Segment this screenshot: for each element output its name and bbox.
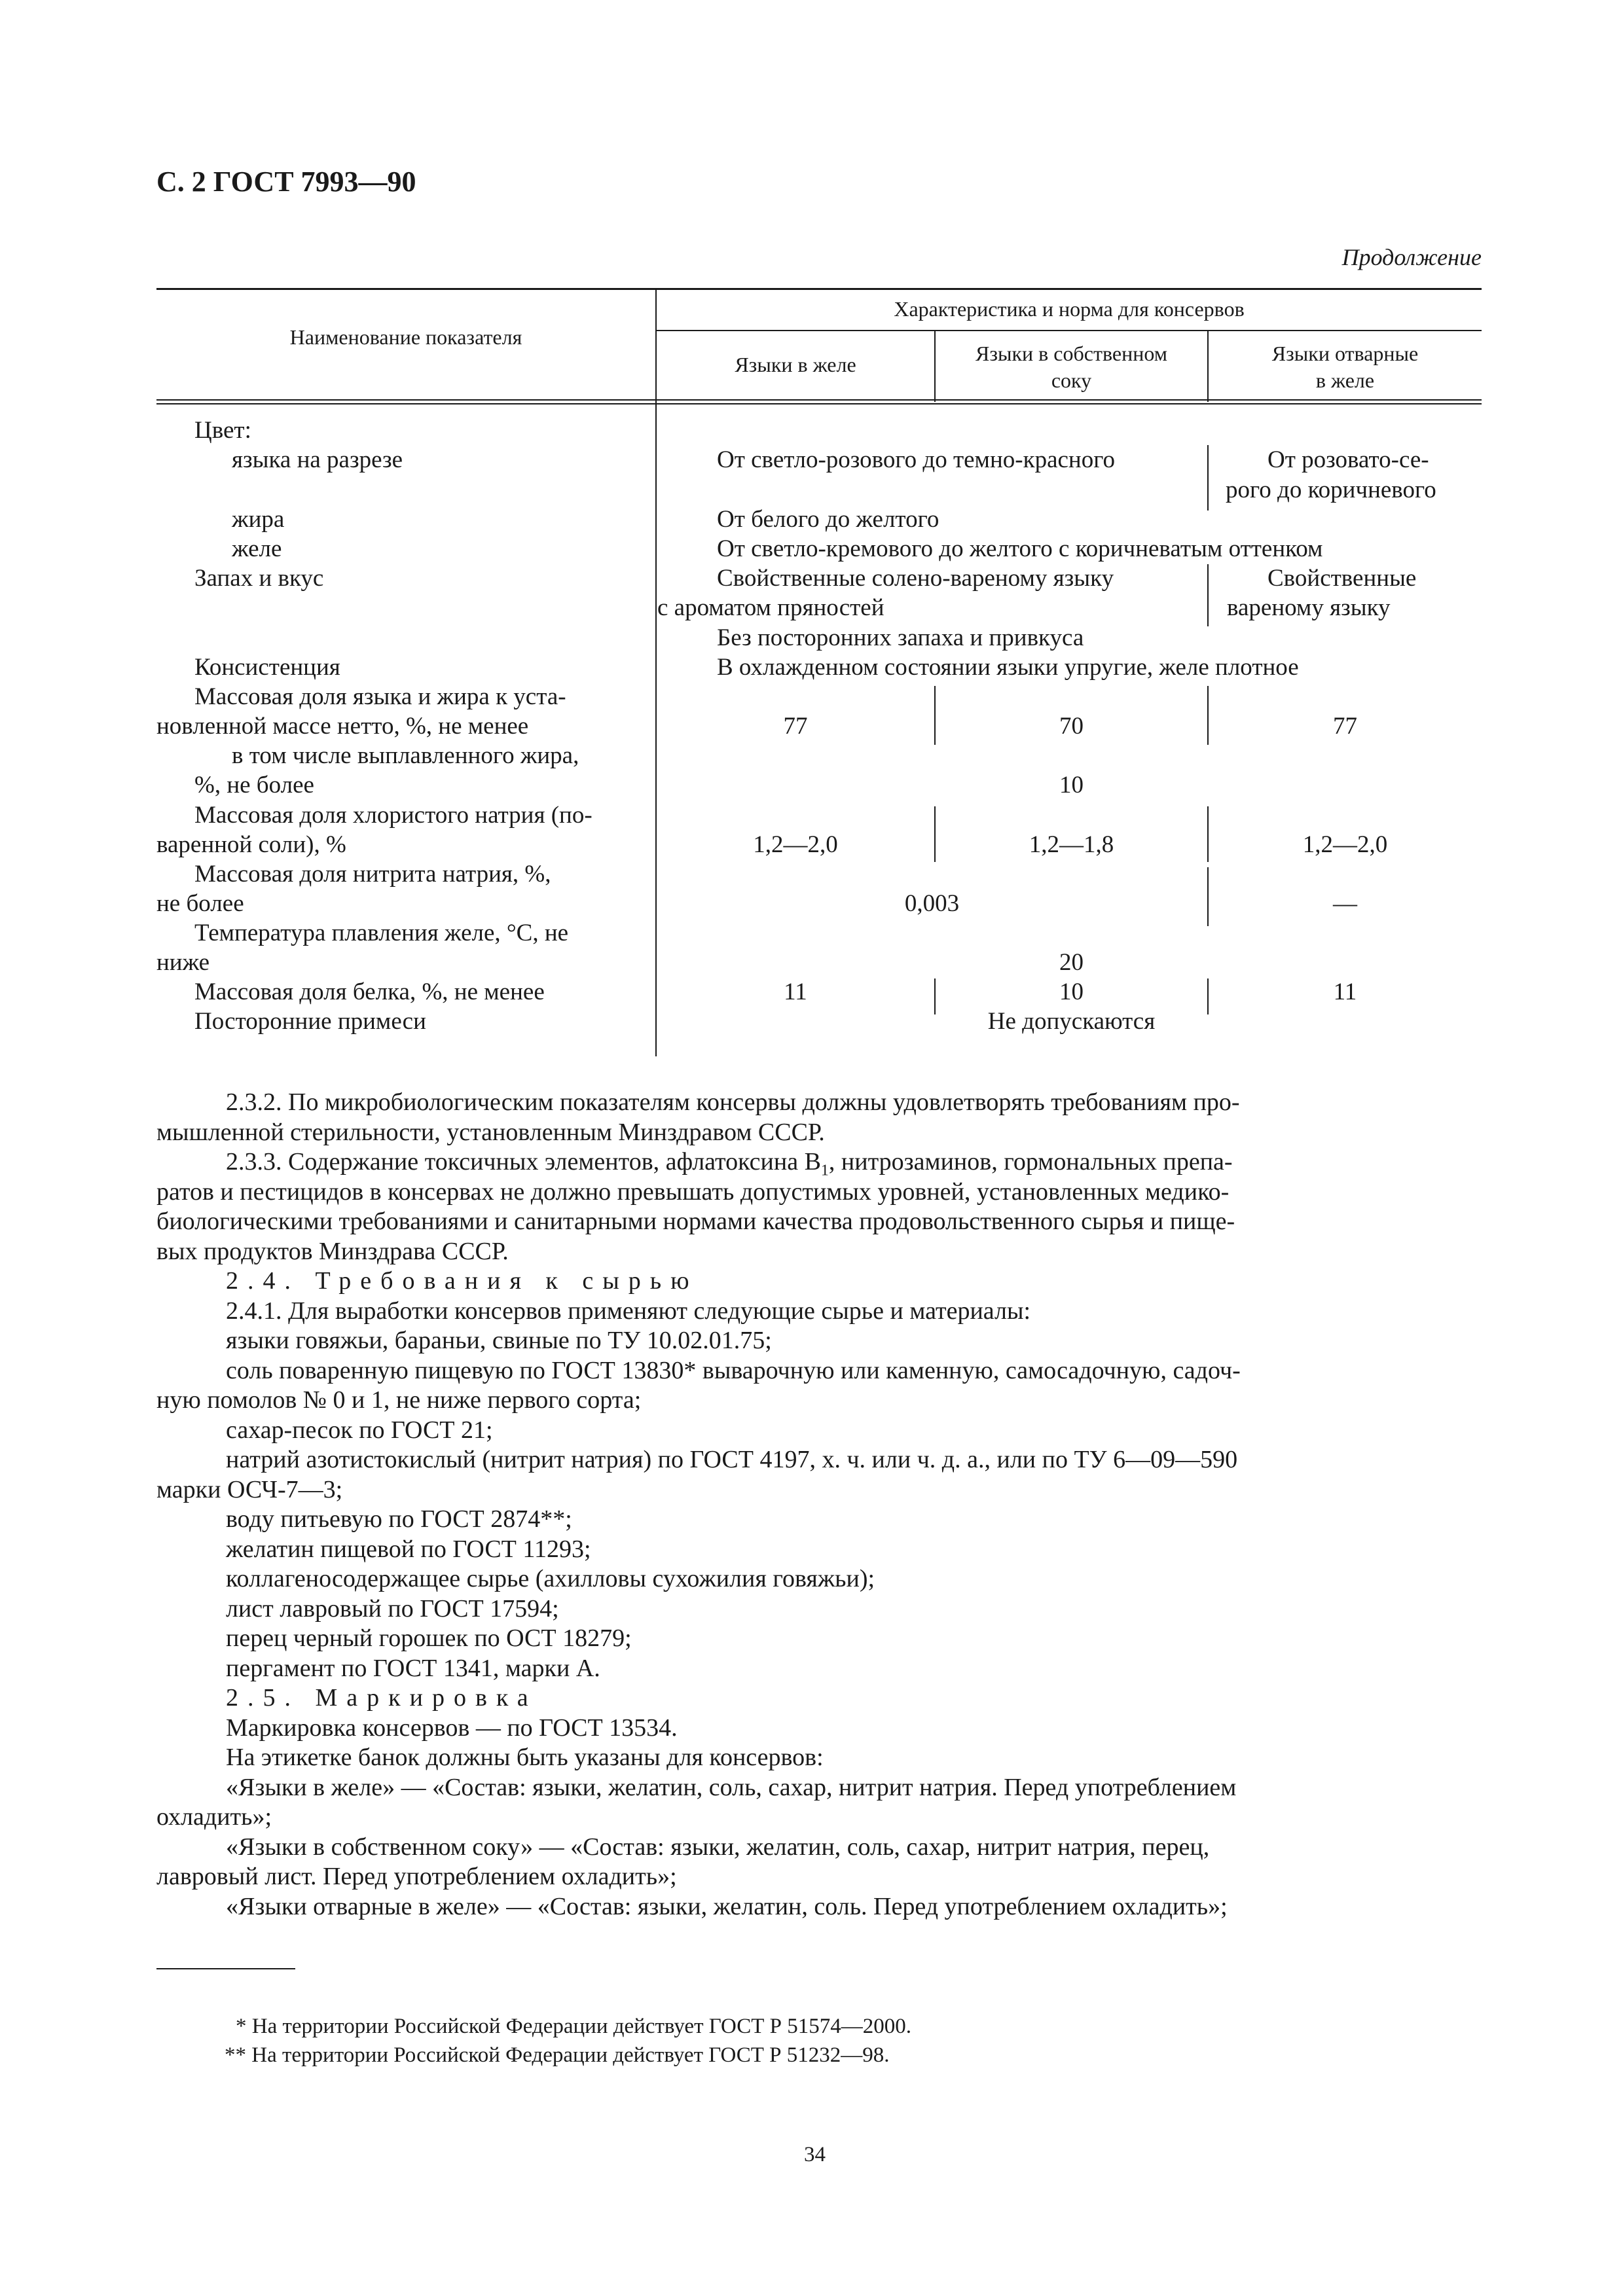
col-header-2-line1: Языки в собственном	[976, 342, 1167, 365]
row-label: языка на разрезе	[232, 446, 403, 473]
paragraph-line: «Языки в желе» — «Состав: языки, желатин, соль, сахар, нитрит натрия. Перед употреблением	[226, 1774, 1237, 1801]
cell-value: От светло-кремового до желтого с коричневатым оттенком	[717, 535, 1323, 562]
paragraph-line: 2.3.2. По микробиологическим показателям консервы должны удовлетворять требованиям про-	[226, 1088, 1240, 1116]
cell-value: 77	[1333, 713, 1357, 740]
paragraph-line: «Языки в собственном соку» — «Состав: языки, желатин, соль, сахар, нитрит натрия, перец,	[226, 1833, 1210, 1861]
cell-value: Без посторонних запаха и привкуса	[717, 624, 1084, 651]
list-item: марки ОСЧ-7—3;	[156, 1476, 343, 1503]
cell-value: Не допускаются	[987, 1008, 1156, 1035]
paragraph-line: охладить»;	[156, 1803, 272, 1831]
cell-value: 10	[1059, 978, 1084, 1005]
row-label: ниже	[156, 949, 210, 976]
cell-value: От светло-розового до темно-красного	[717, 446, 1115, 473]
row-label: Консистенция	[194, 654, 340, 681]
cell-value: 1,2—2,0	[1302, 831, 1388, 858]
row-label: %, не более	[194, 772, 314, 798]
footnote-rule	[156, 1968, 295, 1969]
row-label: желе	[232, 535, 282, 562]
row-label: в том числе выплавленного жира,	[232, 742, 579, 769]
paragraph-line: биологическими требованиями и санитарными нормами качества продовольственного сырья и пище-	[156, 1208, 1235, 1235]
list-item: языки говяжьи, бараньи, свиные по ТУ 10.02.01.75;	[226, 1327, 772, 1354]
paragraph-line: лавровый лист. Перед употреблением охладить»;	[156, 1863, 677, 1890]
section-heading: 2.4. Требования к сырью	[226, 1267, 699, 1295]
cell-value: вареному языку	[1227, 594, 1391, 621]
cell-value: 1,2—2,0	[753, 831, 838, 858]
table-head-rule	[156, 399, 1482, 401]
row-label: Массовая доля белка, %, не менее	[194, 978, 545, 1005]
footnote: * На территории Российской Федерации действует ГОСТ Р 51574—2000.	[236, 2015, 912, 2038]
cell-value: В охлажденном состоянии языки упругие, желе плотное	[717, 654, 1299, 681]
cell-value: Свойственные солено-вареному языку	[717, 565, 1114, 592]
table-top-rule	[156, 288, 1482, 290]
list-item: пергамент по ГОСТ 1341, марки А.	[226, 1655, 600, 1682]
paragraph-line: 2.3.3. Содержание токсичных элементов, афлатоксина $В_1$, нитрозаминов, гормональных препа-	[226, 1148, 1233, 1179]
cell-value: 77	[783, 713, 808, 740]
page-number: 34	[804, 2143, 826, 2166]
col-header-3-line1: Языки отварные	[1271, 342, 1419, 365]
cell-value: 10	[1059, 772, 1084, 798]
paragraph-line: мышленной стерильности, установленным Минздравом СССР.	[156, 1119, 825, 1146]
row-label: Массовая доля хлористого натрия (по-	[194, 802, 593, 829]
table-group-rule	[657, 330, 1482, 331]
col-header-2-line2: соку	[1051, 368, 1092, 392]
cell-value: От белого до желтого	[717, 506, 939, 533]
paragraph-line: «Языки отварные в желе» — «Состав: языки, желатин, соль. Перед употреблением охладить»;	[226, 1893, 1228, 1920]
cell-value: 70	[1059, 713, 1084, 740]
list-item: сахар-песок по ГОСТ 21;	[226, 1416, 493, 1444]
list-item: желатин пищевой по ГОСТ 11293;	[226, 1535, 591, 1563]
list-item: воду питьевую по ГОСТ 2874**;	[226, 1505, 572, 1533]
cell-value: От розовато-се-	[1267, 446, 1429, 473]
paragraph-line: Маркировка консервов — по ГОСТ 13534.	[226, 1714, 678, 1742]
list-item: соль поваренную пищевую по ГОСТ 13830* выварочную или каменную, самосадочную, садоч-	[226, 1357, 1241, 1384]
col-header-group: Характеристика и норма для консервов	[894, 297, 1245, 321]
list-item: ную помолов № 0 и 1, не ниже первого сорта;	[156, 1386, 642, 1414]
cell-value: 11	[784, 978, 807, 1005]
list-item: коллагеносодержащее сырье (ахилловы сухожилия говяжьи);	[226, 1565, 875, 1592]
paragraph-line: На этикетке банок должны быть указаны для консервов:	[226, 1744, 824, 1771]
col-header-1: Языки в желе	[735, 353, 856, 376]
col-header-name: Наименование показателя	[289, 325, 522, 349]
cell-value: с ароматом пряностей	[657, 594, 884, 621]
row-label: Массовая доля нитрита натрия, %,	[194, 861, 551, 888]
row-label: Посторонние примеси	[194, 1008, 426, 1035]
col-header-3-line2: в желе	[1315, 368, 1375, 392]
cell-value: Свойственные	[1267, 565, 1417, 592]
row-label: Температура плавления желе, °С, не	[194, 920, 569, 946]
table-head-rule-2	[156, 403, 1482, 404]
paragraph-line: ратов и пестицидов в консервах не должно превышать допустимых уровней, установленных медико-	[156, 1178, 1230, 1206]
footnote: ** На территории Российской Федерации действует ГОСТ Р 51232—98.	[225, 2043, 890, 2067]
cell-value: рого до коричневого	[1226, 476, 1436, 503]
row-label: Запах и вкус	[194, 565, 324, 592]
continuation-label: Продолжение	[1341, 244, 1482, 270]
paragraph-line: 2.4.1. Для выработки консервов применяют следующие сырье и материалы:	[226, 1297, 1031, 1325]
cell-value: 11	[1333, 978, 1357, 1005]
page-header: С. 2 ГОСТ 7993—90	[156, 166, 416, 198]
cell-value: 0,003	[904, 890, 960, 917]
section-heading: 2.5. Маркировка	[226, 1684, 538, 1712]
row-label: жира	[232, 506, 285, 533]
cell-value: —	[1333, 890, 1357, 917]
divider-tongue-cut	[1207, 445, 1209, 511]
row-label: не более	[156, 890, 244, 917]
row-label: варенной соли), %	[156, 831, 346, 858]
cell-value: 1,2—1,8	[1029, 831, 1114, 858]
list-item: натрий азотистокислый (нитрит натрия) по ГОСТ 4197, х. ч. или ч. д. а., или по ТУ 6—09—590	[226, 1446, 1238, 1473]
list-item: перец черный горошек по ОСТ 18279;	[226, 1624, 632, 1652]
paragraph-line: вых продуктов Минздрава СССР.	[156, 1238, 509, 1265]
row-label: новленной массе нетто, %, не менее	[156, 713, 529, 740]
table-main-divider	[655, 288, 657, 1056]
list-item: лист лавровый по ГОСТ 17594;	[226, 1595, 559, 1623]
divider-smell	[1207, 564, 1209, 626]
cell-value: 20	[1059, 949, 1084, 976]
row-label: Цвет:	[194, 417, 251, 444]
row-label: Массовая доля языка и жира к уста-	[194, 683, 566, 710]
